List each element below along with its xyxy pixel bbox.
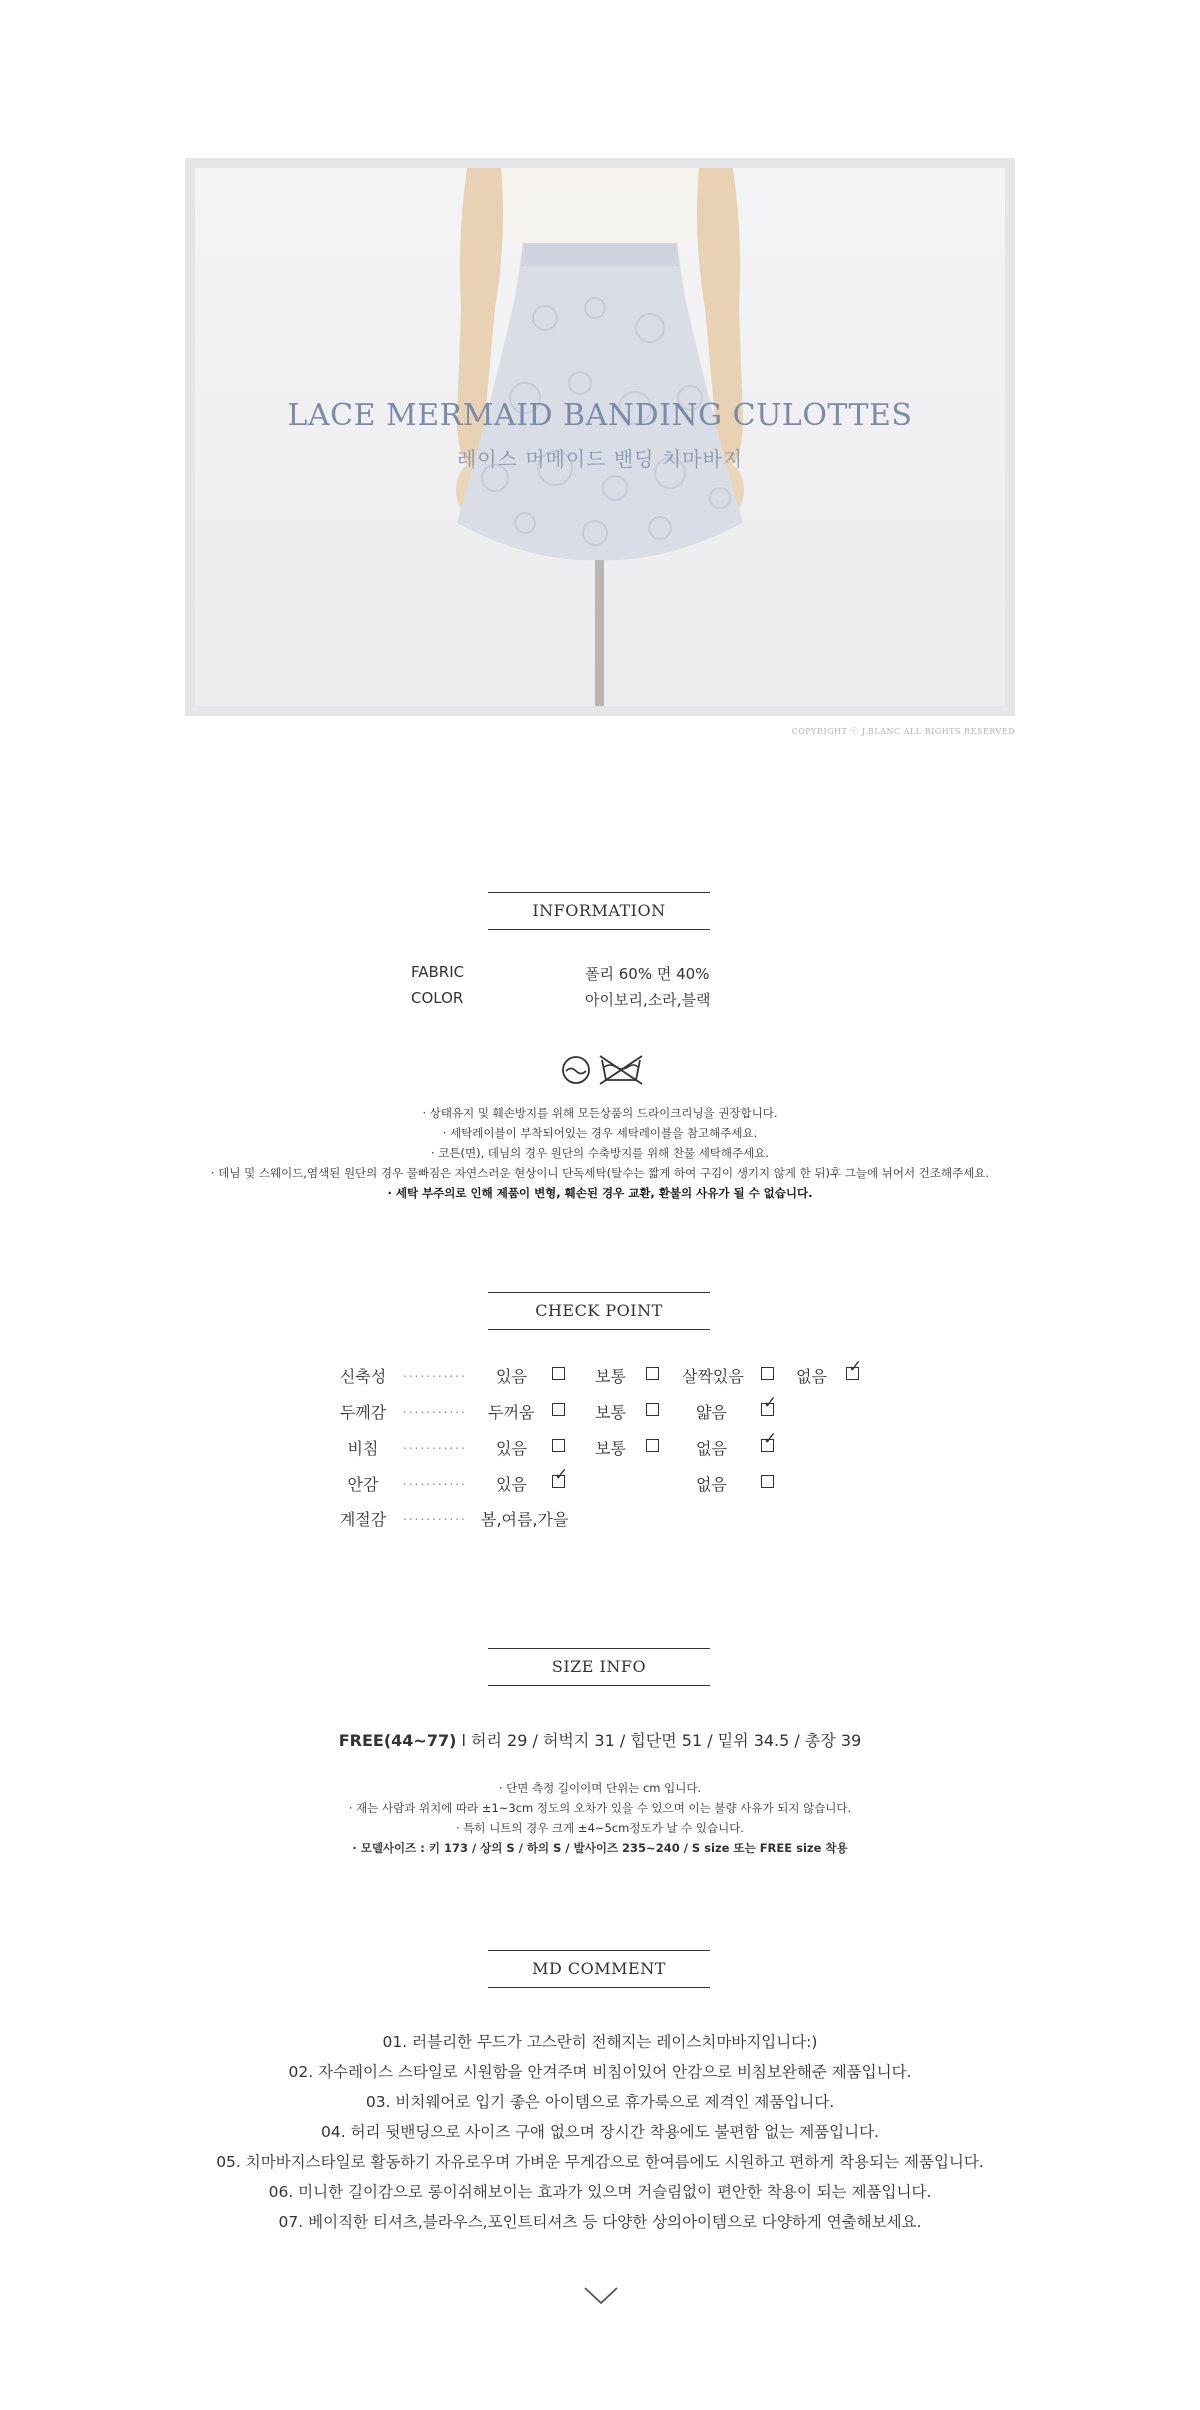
md-comment-line-2: 02. 자수레이스 스타일로 시원함을 안겨주며 비침이있어 안감으로 비침보완해준 제품입니다. [288, 2063, 912, 2081]
care-icons [560, 1054, 646, 1090]
care-note-warning: · 세탁 부주의로 인해 제품이 변형, 훼손된 경우 교환, 환불의 사유가 될 수 없습니다. [387, 1186, 813, 1200]
md-comment-line-5: 05. 치마바지스타일로 활동하기 자유로우며 가벼운 무게감으로 한여름에도 시원하고 편하게 착용되는 제품입니다. [216, 2153, 984, 2171]
checkbox-elasticity-normal [646, 1367, 659, 1380]
hero-image [185, 158, 1015, 716]
care-note-1: · 상태유지 및 훼손방지를 위해 모든상품의 드라이크리닝을 권장합니다. [422, 1106, 778, 1120]
option-label: 보통 [595, 1367, 626, 1386]
md-comment-line-7: 07. 베이직한 티셔츠,블라우스,포인트티셔츠 등 다양한 상의아이템으로 다양하게 연출해보세요. [278, 2213, 922, 2231]
option-label: 없음 [696, 1475, 727, 1494]
care-note-4: · 데님 및 스웨이드,염색된 원단의 경우 물빠짐은 자연스러운 현상이니 단독세탁(탈수는 짧게 하여 구김이 생기지 않게 한 뒤)후 그늘에 뉘어서 건조해주세요. [210, 1166, 990, 1180]
color-label: COLOR [411, 989, 464, 1007]
chevron-down-icon[interactable] [584, 2286, 618, 2310]
option-label: 얇음 [696, 1403, 727, 1422]
option-label: 없음 [796, 1367, 827, 1386]
size-note-2: · 재는 사람과 위치에 따라 ±1~3cm 정도의 오차가 있을 수 있으며 이는 불량 사유가 되지 않습니다. [348, 1801, 852, 1815]
option-label: 있음 [496, 1475, 527, 1494]
option-label: 있음 [496, 1367, 527, 1386]
option-label: 보통 [595, 1439, 626, 1458]
check-mark-icon: ✓ [763, 1429, 778, 1449]
season-value: 봄,여름,가을 [481, 1510, 569, 1529]
size-info-title: SIZE INFO [488, 1648, 710, 1686]
option-label: 살짝있음 [682, 1367, 744, 1386]
care-note-2: · 세탁레이블이 부착되어있는 경우 세탁레이블을 참고해주세요. [442, 1126, 758, 1140]
option-label: 보통 [595, 1403, 626, 1422]
mannequin-skirt-illustration [195, 168, 1005, 706]
checkbox-thickness-thin-checked [761, 1393, 778, 1416]
hand-wash-icon [563, 1057, 589, 1083]
checkpoint-title: CHECK POINT [488, 1292, 710, 1330]
checkpoint-label-sheerness: 비침 [347, 1439, 379, 1458]
checkpoint-label-season: 계절감 [339, 1510, 387, 1529]
fabric-label: FABRIC [411, 963, 465, 981]
information-title: INFORMATION [488, 892, 710, 930]
hero-photo [195, 168, 1005, 706]
checkpoint-dots: ........... [403, 1509, 467, 1523]
size-note-1: · 단면 측정 길이이며 단위는 cm 입니다. [498, 1781, 702, 1795]
size-measures: l 허리 29 / 허벅지 31 / 힙단면 51 / 밑위 34.5 / 총장 39 [461, 1731, 862, 1750]
checkpoint-dots: ........... [403, 1402, 467, 1416]
model-size-note: · 모델사이즈 : 키 173 / 상의 S / 하의 S / 발사이즈 235~240 / S size 또는 FREE size 착용 [352, 1841, 848, 1855]
no-machine-wash-icon [600, 1056, 642, 1084]
size-measurements [0, 1728, 1200, 1751]
md-comment-title: MD COMMENT [488, 1950, 710, 1988]
checkbox-elasticity-none-checked [846, 1357, 863, 1380]
hero-title: LACE MERMAID BANDING CULOTTES [287, 398, 913, 433]
checkbox-elasticity-slight [761, 1367, 774, 1380]
check-mark-icon: ✓ [763, 1393, 778, 1413]
check-mark-icon: ✓ [554, 1465, 569, 1485]
md-comment-line-4: 04. 허리 뒷밴딩으로 사이즈 구애 없으며 장시간 착용에도 불편함 없는 제품입니다. [321, 2123, 879, 2141]
md-comment-line-3: 03. 비치웨어로 입기 좋은 아이템으로 휴가룩으로 제격인 제품입니다. [365, 2093, 835, 2111]
care-note-3: · 코튼(면), 데님의 경우 원단의 수축방지를 위해 찬물 세탁해주세요. [430, 1146, 769, 1160]
checkbox-elasticity-yes [552, 1367, 565, 1380]
size-name: FREE(44~77) [338, 1731, 457, 1750]
option-label: 두꺼움 [488, 1403, 535, 1422]
checkbox-lining-yes-checked [552, 1465, 569, 1488]
check-mark-icon: ✓ [848, 1357, 863, 1377]
checkbox-sheerness-none-checked [761, 1429, 778, 1452]
color-value: 아이보리,소라,블랙 [585, 991, 711, 1009]
checkbox-thickness-normal [646, 1403, 659, 1416]
option-label: 없음 [696, 1439, 727, 1458]
checkpoint-label-lining: 안감 [347, 1475, 379, 1494]
checkpoint-dots: ........... [403, 1438, 467, 1452]
option-label: 있음 [496, 1439, 527, 1458]
checkpoint-dots: ........... [403, 1474, 467, 1488]
checkbox-sheerness-yes [552, 1439, 565, 1452]
checkpoint-label-elasticity: 신축성 [339, 1367, 387, 1386]
md-comment-line-1: 01. 러블리한 무드가 고스란히 전해지는 레이스치마바지입니다:) [382, 2033, 818, 2051]
copyright-text: COPYRIGHT ⓒ J.BLANC ALL RIGHTS RESERVED [791, 727, 1015, 736]
checkpoint-label-thickness: 두께감 [339, 1403, 387, 1422]
size-note-3: · 특히 니트의 경우 크게 ±4~5cm정도가 날 수 있습니다. [456, 1821, 744, 1835]
checkbox-lining-none [761, 1475, 774, 1488]
md-comment-line-6: 06. 미니한 길이감으로 롱이쉬해보이는 효과가 있으며 거슬림없이 편안한 착용이 되는 제품입니다. [268, 2183, 932, 2201]
checkbox-sheerness-normal [646, 1439, 659, 1452]
hero-subtitle: 레이스 머메이드 밴딩 치마바지 [456, 447, 744, 471]
checkbox-thickness-thick [552, 1403, 565, 1416]
checkpoint-dots: ........... [403, 1366, 467, 1380]
fabric-value: 폴리 60% 면 40% [585, 965, 710, 983]
